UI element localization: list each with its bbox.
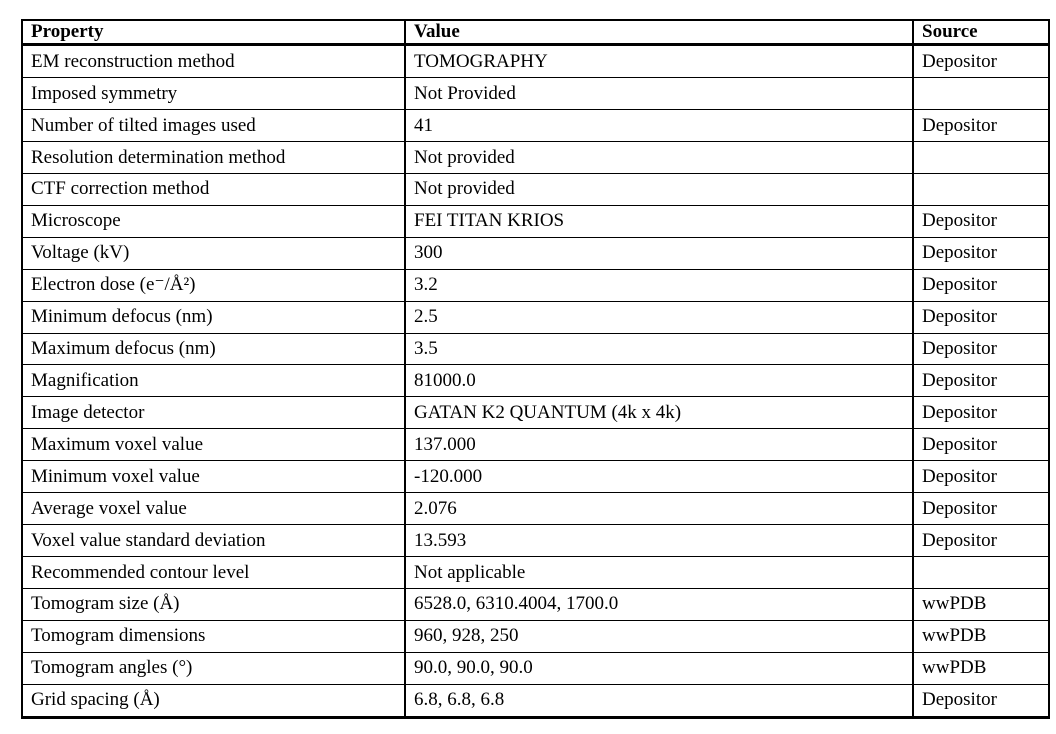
source-cell: Depositor [913, 684, 1049, 717]
source-cell: wwPDB [913, 652, 1049, 684]
property-cell: Tomogram size (Å) [22, 588, 405, 620]
table-row [22, 333, 1049, 365]
column-header-value: Value [405, 20, 913, 44]
value-cell: -120.000 [405, 461, 913, 493]
table-row [22, 397, 1049, 429]
source-cell: Depositor [913, 269, 1049, 301]
value-cell: 6528.0, 6310.4004, 1700.0 [405, 588, 913, 620]
property-cell: Imposed symmetry [22, 78, 405, 110]
source-cell [913, 173, 1049, 205]
value-cell: Not applicable [405, 556, 913, 588]
source-cell: Depositor [913, 301, 1049, 333]
source-cell: Depositor [913, 333, 1049, 365]
source-cell [913, 142, 1049, 174]
table-row [22, 365, 1049, 397]
value-cell: 960, 928, 250 [405, 620, 913, 652]
property-cell: Maximum voxel value [22, 429, 405, 461]
value-cell: 90.0, 90.0, 90.0 [405, 652, 913, 684]
value-cell: Not provided [405, 142, 913, 174]
source-cell: Depositor [913, 44, 1049, 77]
table-row [22, 652, 1049, 684]
source-cell: Depositor [913, 493, 1049, 525]
property-cell: Voltage (kV) [22, 237, 405, 269]
value-cell: 3.2 [405, 269, 913, 301]
source-cell: Depositor [913, 237, 1049, 269]
property-cell: Microscope [22, 205, 405, 237]
table-row [22, 78, 1049, 110]
value-cell: 137.000 [405, 429, 913, 461]
property-cell: Resolution determination method [22, 142, 405, 174]
column-header-source: Source [913, 20, 1049, 44]
table-header [22, 20, 1049, 44]
table-row [22, 301, 1049, 333]
value-cell: TOMOGRAPHY [405, 44, 913, 77]
column-header-property: Property [22, 20, 405, 44]
property-cell: Maximum defocus (nm) [22, 333, 405, 365]
table-row [22, 684, 1049, 717]
table-body [22, 44, 1049, 717]
source-cell: wwPDB [913, 620, 1049, 652]
source-cell [913, 78, 1049, 110]
table-row [22, 525, 1049, 557]
value-cell: 3.5 [405, 333, 913, 365]
value-cell: 300 [405, 237, 913, 269]
value-cell: Not Provided [405, 78, 913, 110]
table-row [22, 493, 1049, 525]
property-cell: EM reconstruction method [22, 44, 405, 77]
value-cell: FEI TITAN KRIOS [405, 205, 913, 237]
property-cell: Minimum defocus (nm) [22, 301, 405, 333]
header-row [22, 20, 1049, 44]
property-cell: Tomogram dimensions [22, 620, 405, 652]
source-cell: Depositor [913, 110, 1049, 142]
table-row [22, 620, 1049, 652]
property-cell: Tomogram angles (°) [22, 652, 405, 684]
source-cell: Depositor [913, 397, 1049, 429]
property-cell: Electron dose (e⁻/Å²) [22, 269, 405, 301]
em-properties-table [21, 19, 1050, 719]
property-cell: Recommended contour level [22, 556, 405, 588]
value-cell: GATAN K2 QUANTUM (4k x 4k) [405, 397, 913, 429]
table-row [22, 173, 1049, 205]
source-cell: Depositor [913, 429, 1049, 461]
source-cell: wwPDB [913, 588, 1049, 620]
table-row [22, 44, 1049, 77]
table-row [22, 269, 1049, 301]
table-row [22, 588, 1049, 620]
value-cell: 41 [405, 110, 913, 142]
property-cell: Magnification [22, 365, 405, 397]
property-cell: Image detector [22, 397, 405, 429]
table-row [22, 142, 1049, 174]
value-cell: 81000.0 [405, 365, 913, 397]
value-cell: 2.5 [405, 301, 913, 333]
property-cell: Minimum voxel value [22, 461, 405, 493]
source-cell: Depositor [913, 365, 1049, 397]
property-cell: Average voxel value [22, 493, 405, 525]
property-cell: Grid spacing (Å) [22, 684, 405, 717]
value-cell: 13.593 [405, 525, 913, 557]
source-cell: Depositor [913, 205, 1049, 237]
table-row [22, 110, 1049, 142]
table-row [22, 237, 1049, 269]
value-cell: 6.8, 6.8, 6.8 [405, 684, 913, 717]
property-cell: Number of tilted images used [22, 110, 405, 142]
table-row [22, 556, 1049, 588]
source-cell [913, 556, 1049, 588]
table-row [22, 429, 1049, 461]
source-cell: Depositor [913, 525, 1049, 557]
value-cell: 2.076 [405, 493, 913, 525]
table-row [22, 461, 1049, 493]
table-row [22, 205, 1049, 237]
source-cell: Depositor [913, 461, 1049, 493]
property-cell: CTF correction method [22, 173, 405, 205]
property-cell: Voxel value standard deviation [22, 525, 405, 557]
value-cell: Not provided [405, 173, 913, 205]
